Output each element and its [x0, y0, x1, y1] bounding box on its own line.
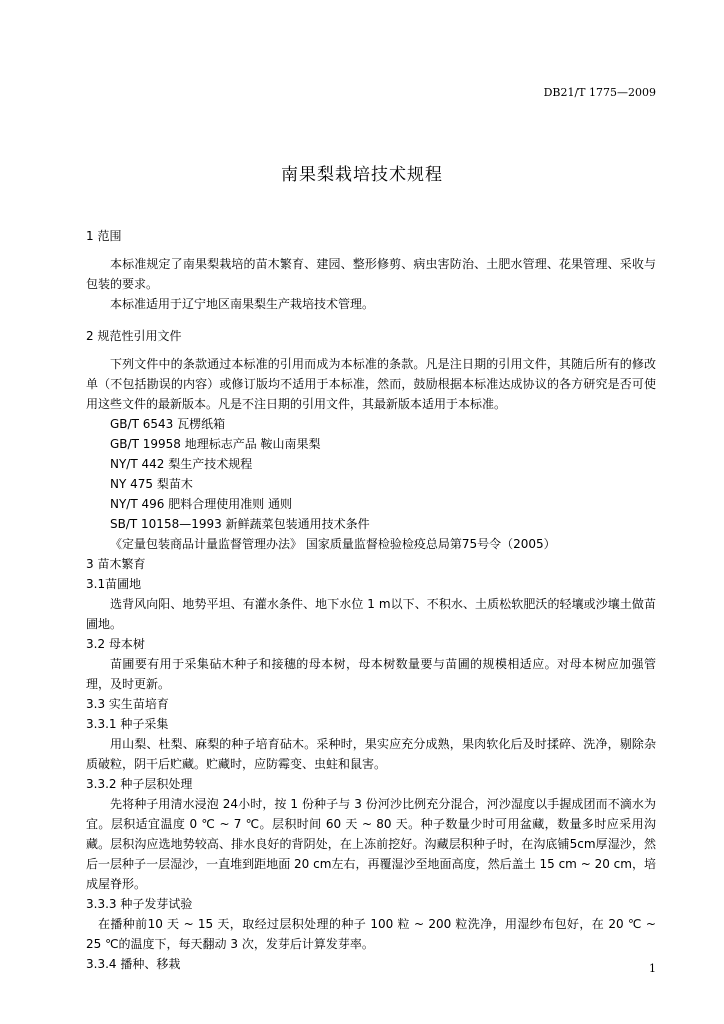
subsection-heading: 3.1苗圃地 [86, 577, 142, 591]
reference-item: SB/T 10158—1993 新鲜蔬菜包装通用技术条件 [110, 517, 370, 531]
reference-item: GB/T 19958 地理标志产品 鞍山南果梨 [110, 437, 321, 451]
subsection-heading: 3.2 母本树 [86, 637, 145, 651]
paragraph: 本标准适用于辽宁地区南果梨生产栽培技术管理。 [110, 297, 375, 311]
paragraph: 苗圃要有用于采集砧木种子和接穗的母本树，母本树数量要与苗圃的规模相适应。对母本树应加强管理，及时更新。 [86, 657, 656, 691]
section-heading-scope: 1 范围 [86, 229, 122, 243]
paragraph: 用山梨、杜梨、麻梨的种子培育砧木。采种时，果实应充分成熟，果肉软化后及时揉碎、洗净，剔除杂质破粒，阴干后贮藏。贮藏时，应防霉变、虫蛀和鼠害。 [86, 737, 656, 771]
section-heading-references: 2 规范性引用文件 [86, 329, 182, 343]
reference-item: NY 475 梨苗木 [110, 477, 193, 491]
paragraph: 在播种前10 天 ~ 15 天，取经过层积处理的种子 100 粒 ~ 200 粒洗净，用湿纱布包好，在 20 ℃ ~ 25 ℃的温度下，每天翻动 3 次，发芽后计算发芽率。 [86, 917, 656, 951]
paragraph: 本标准规定了南果梨栽培的苗木繁育、建园、整形修剪、病虫害防治、土肥水管理、花果管理、采收与包装的要求。 [86, 257, 656, 291]
paragraph: 选背风向阳、地势平坦、有灌水条件、地下水位 1 m以下、不积水、土质松软肥沃的轻壤或沙壤土做苗圃地。 [86, 597, 656, 631]
subsection-heading: 3.3.1 种子采集 [86, 717, 169, 731]
document-title: 南果梨栽培技术规程 [281, 165, 443, 185]
document-body [86, 226, 656, 974]
paragraph: 下列文件中的条款通过本标准的引用而成为本标准的条款。凡是注日期的引用文件，其随后所有的修改单（不包括勘误的内容）或修订版均不适用于本标准，然而，鼓励根据本标准达成协议的各方研究是否可使用这些文件的最新版本。凡是不注日期的引用文件，其最新版本适用于本标准。 [86, 357, 656, 411]
paragraph: 先将种子用清水浸泡 24小时，按 1 份种子与 3 份河沙比例充分混合，河沙湿度以手握成团而不滴水为宜。层积适宜温度 0 ℃ ~ 7 ℃。层积时间 60 天 ~ 80 天。种子数量少时可用盆藏，数量多时应采用沟藏。层积沟应选地势较高、排水良好的背阴处，在上冻前挖好。沟藏层积种子时，在沟底铺5cm厚湿沙，然后一层种子一层湿沙，一直堆到距地面 20 cm左右，再覆湿沙至地面高度，然后盖土 15 cm ~ 20 cm，培成屋脊形。 [86, 797, 656, 891]
standard-code: DB21/T 1775—2009 [543, 86, 656, 99]
subsection-heading: 3.3.2 种子层积处理 [86, 777, 193, 791]
page-number: 1 [649, 962, 656, 975]
section-heading-seedling: 3 苗木繁育 [86, 557, 146, 571]
reference-item: 《定量包装商品计量监督管理办法》 国家质量监督检验检疫总局第75号令（2005） [110, 537, 556, 551]
reference-item: NY/T 442 梨生产技术规程 [110, 457, 253, 471]
subsection-heading: 3.3.3 种子发芽试验 [86, 897, 193, 911]
reference-item: NY/T 496 肥料合理使用准则 通则 [110, 497, 293, 511]
subsection-heading: 3.3.4 播种、移栽 [86, 957, 181, 971]
subsection-heading: 3.3 实生苗培育 [86, 697, 169, 711]
reference-item: GB/T 6543 瓦楞纸箱 [110, 417, 226, 431]
